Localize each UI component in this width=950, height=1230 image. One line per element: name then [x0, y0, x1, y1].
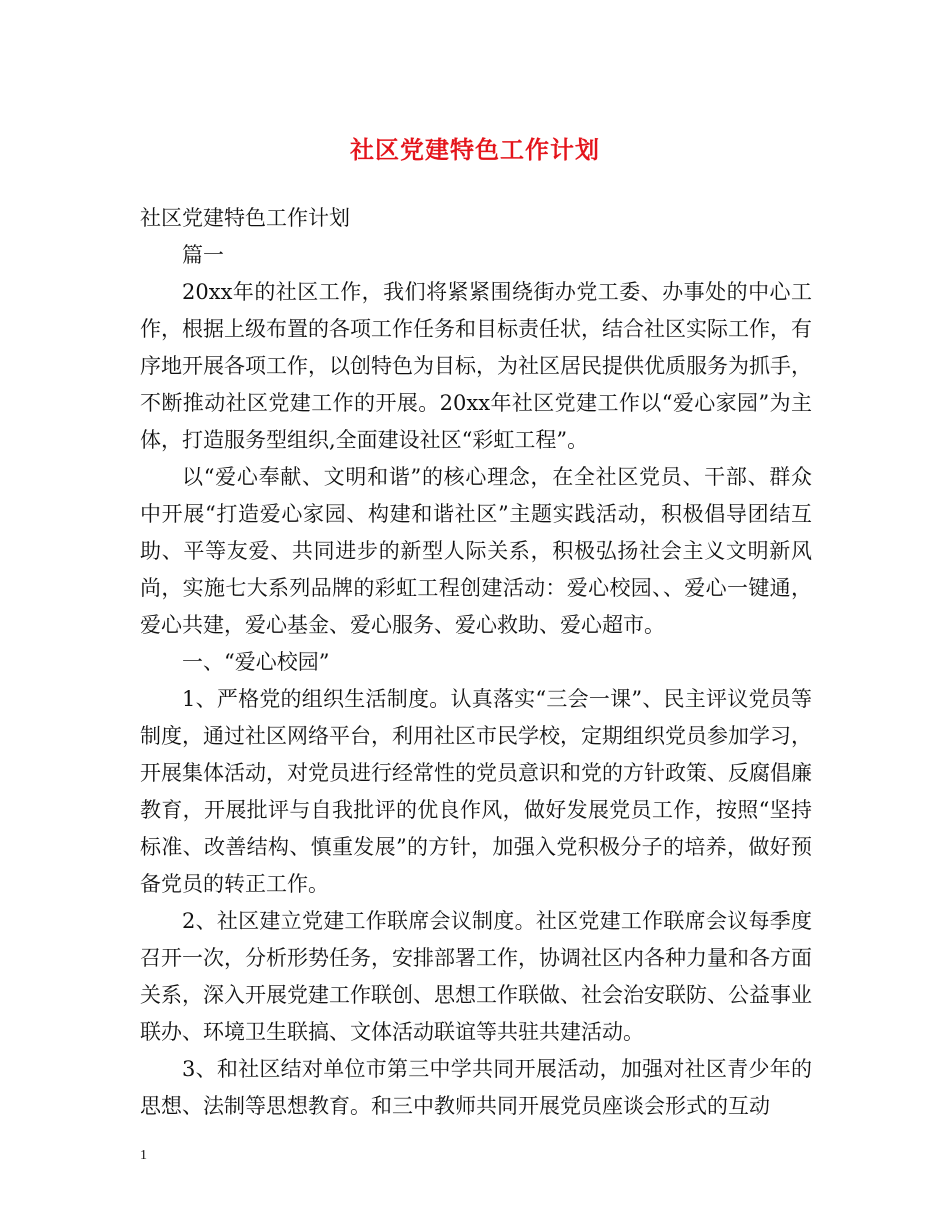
paragraph: 20xx年的社区工作，我们将紧紧围绕街办党工委、办事处的中心工作，根据上级布置的各项工作任务和目标责任状，结合社区实际工作，有序地开展各项工作，以创特色为目标，为社区居民提供优质服务为抓手，不断推动社区党建工作的开展。20xx年社区党建工作以“爱心家园”为主体，打造服务型组织,全面建设社区“彩虹工程”。	[140, 280, 812, 452]
document-body	[140, 200, 812, 1125]
paragraph: 以“爱心奉献、文明和谐”的核心理念，在全社区党员、干部、群众中开展“打造爱心家园、构建和谐社区”主题实践活动，积极倡导团结互助、平等友爱、共同进步的新型人际关系，积极弘扬社会主义文明新风尚，实施七大系列品牌的彩虹工程创建活动：爱心校园、、爱心一键通，爱心共建，爱心基金、爱心服务、爱心救助、爱心超市。	[140, 465, 812, 637]
document-title: 社区党建特色工作计划	[350, 135, 600, 164]
paragraph: 1、严格党的组织生活制度。认真落实“三会一课”、民主评议党员等制度，通过社区网络平台，利用社区市民学校，定期组织党员参加学习，开展集体活动，对党员进行经常性的党员意识和党的方针政策、反腐倡廉教育，开展批评与自我批评的优良作风，做好发展党员工作，按照“坚持标准、改善结构、慎重发展”的方针，加强入党积极分子的培养，做好预备党员的转正工作。	[140, 687, 812, 896]
paragraph: 2、社区建立党建工作联席会议制度。社区党建工作联席会议每季度召开一次，分析形势任务，安排部署工作，协调社区内各种力量和各方面关系，深入开展党建工作联创、思想工作联做、社会治安联防、公益事业联办、环境卫生联搞、文体活动联谊等共驻共建活动。	[140, 909, 812, 1044]
paragraph: 3、和社区结对单位市第三中学共同开展活动，加强对社区青少年的思想、法制等思想教育。和三中教师共同开展党员座谈会形式的互动	[140, 1057, 812, 1118]
subsection-heading: 一、“爱心校园”	[182, 650, 330, 674]
document-subtitle: 社区党建特色工作计划	[140, 206, 350, 230]
section-heading: 篇一	[182, 243, 224, 267]
page-number: 1	[140, 1148, 147, 1163]
